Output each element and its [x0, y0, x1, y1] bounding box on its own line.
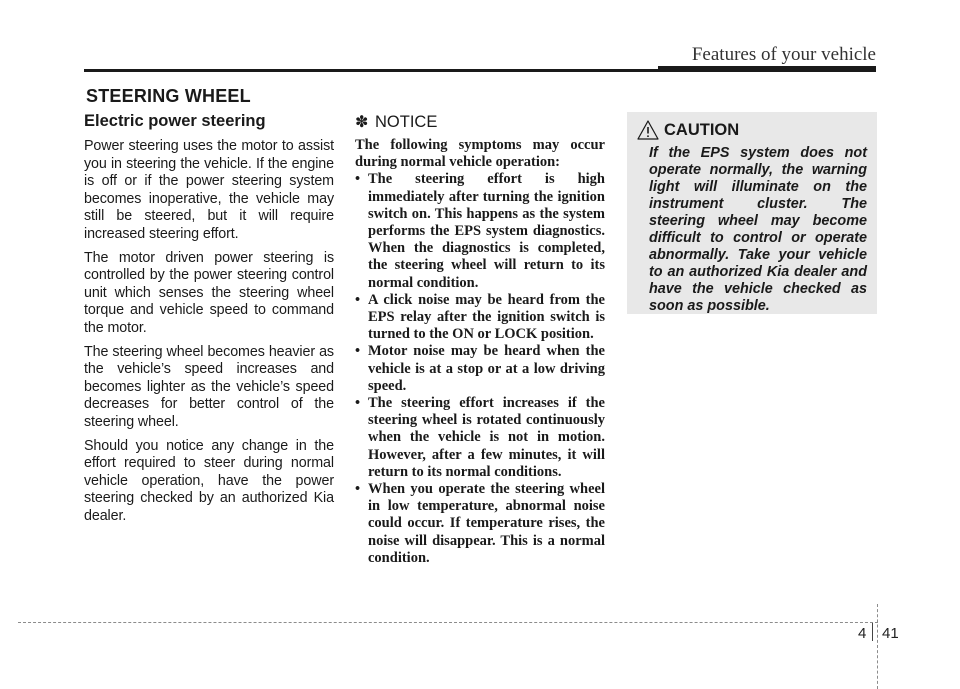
notice-star-icon: ✽ — [355, 114, 369, 131]
notice-heading-label: NOTICE — [375, 113, 438, 131]
notice-list — [355, 171, 605, 567]
chapter-number: 4 — [858, 625, 867, 642]
list-item — [355, 395, 605, 481]
notice-intro: The following symptoms may occur during normal vehicle operation: — [355, 137, 605, 171]
warning-triangle-icon — [637, 120, 659, 140]
page-separator — [872, 623, 873, 641]
left-paragraph: Should you notice any change in the effort required to steer during normal vehicle operation, have the power steering checked by an authorized Kia dealer. — [84, 437, 334, 524]
bullet-icon: • — [355, 291, 361, 308]
list-item — [355, 171, 605, 291]
list-item-text: Motor noise may be heard when the vehicle is at a stop or at a low driving speed. — [368, 343, 605, 394]
bullet-icon: • — [355, 343, 361, 360]
page-number: 41 — [882, 625, 899, 642]
left-column-heading: Electric power steering — [84, 112, 266, 130]
list-item-text: When you operate the steering wheel in low temperature, abnormal noise could occur. If temperature rises, the noise will disappear. This is a normal condition. — [368, 481, 605, 566]
footer-dashed-rule — [18, 622, 878, 623]
left-paragraph: Power steering uses the motor to assist you in steering the vehicle. If the engine is off or if the power steering system becomes inoperative, the vehicle may still be steered, but it will require increased steering effort. — [84, 138, 334, 242]
caution-text: If the EPS system does not operate normally, the warning light will illuminate on the instrument cluster. The steering wheel may become difficult to control or operate abnormally. Take your vehicle to an authorized Kia dealer and have the vehicle checked as soon as possible. — [649, 145, 867, 314]
list-item — [355, 481, 605, 567]
bullet-icon: • — [355, 481, 361, 498]
notice-heading — [355, 112, 605, 132]
bullet-icon: • — [355, 171, 361, 188]
footer-vertical-rule — [877, 604, 878, 689]
bullet-icon: • — [355, 395, 361, 412]
left-paragraph: The steering wheel becomes heavier as the vehicle’s speed increases and becomes lighter as the vehicle’s speed decreases for better control of the steering wheel. — [84, 343, 334, 430]
left-paragraph: The motor driven power steering is controlled by the power steering control unit which senses the steering wheel torque and vehicle speed to command the motor. — [84, 249, 334, 336]
list-item-text: The steering effort is high immediately after turning the ignition switch on. This happens as the system performs the EPS system diagnostics. When the diagnostics is completed, the steering wheel will return to its normal condition. — [368, 171, 605, 291]
notice-column — [355, 112, 605, 567]
list-item-text: A click noise may be heard from the EPS relay after the ignition switch is turned to the ON or LOCK position. — [368, 291, 605, 343]
list-item — [355, 292, 605, 344]
list-item — [355, 343, 605, 395]
section-title: STEERING WHEEL — [86, 86, 251, 106]
list-item-text: The steering effort increases if the steering wheel is rotated continuously when the vehicle is not in motion. However, after a few minutes, it will return to its normal conditions. — [368, 395, 605, 480]
left-column — [84, 112, 334, 531]
caution-box — [627, 112, 877, 314]
page-header-title: Features of your vehicle — [691, 44, 876, 65]
caution-heading: CAUTION — [664, 120, 740, 139]
caution-header — [637, 120, 867, 140]
header-rule-accent — [658, 66, 876, 72]
